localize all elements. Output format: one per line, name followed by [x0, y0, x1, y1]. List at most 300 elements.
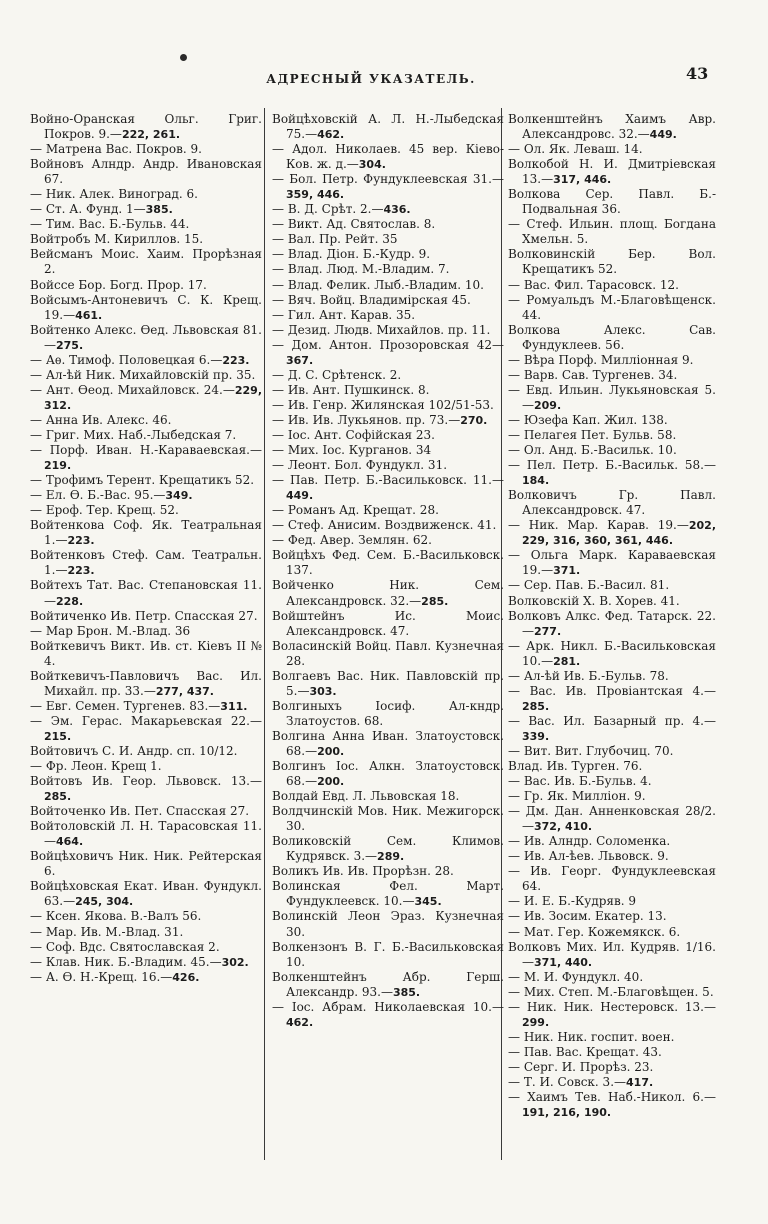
- entry-text: — Дм. Дан. Анненковская 28/2.—: [508, 804, 716, 834]
- entry-text: — Серг. И. Прорѣз. 23.: [508, 1059, 654, 1074]
- entry-text: — Вяч. Войц. Владимірская 45.: [272, 292, 471, 307]
- directory-entry: [272, 247, 504, 262]
- directory-entry: [508, 1045, 716, 1060]
- directory-entry: [30, 759, 262, 774]
- ink-dot: [180, 54, 187, 61]
- directory-entry: [508, 714, 716, 744]
- directory-entry: [30, 488, 262, 503]
- entry-text: Войсымъ-Антоневичъ С. К. Крещ. 19.—: [30, 292, 262, 322]
- entry-text: — Вит. Вит. Глубочиц. 70.: [508, 743, 674, 758]
- directory-entry: [272, 879, 504, 909]
- entry-text: Волгаевъ Вас. Ник. Павловскій пр. 5.—: [272, 668, 504, 698]
- entry-text: Войтробъ М. Кириллов. 15.: [30, 232, 204, 247]
- directory-entry: [508, 413, 716, 428]
- directory-entry: [30, 849, 262, 879]
- entry-numbers: 317, 446.: [553, 173, 612, 187]
- entry-numbers: 464.: [56, 835, 84, 849]
- directory-entry: [508, 849, 716, 864]
- entry-text: — Ив. Зосим. Екатер. 13.: [508, 909, 667, 924]
- entry-text: Войссе Бор. Богд. Прор. 17.: [30, 277, 207, 292]
- entry-text: — Тим. Вас. Б.-Бульв. 44.: [30, 217, 190, 232]
- directory-entry: [272, 172, 504, 202]
- directory-entry: [30, 368, 262, 383]
- directory-entry: [508, 518, 716, 548]
- entry-numbers: 449.: [649, 128, 677, 142]
- directory-entry: [30, 909, 262, 924]
- directory-entry: [272, 578, 504, 608]
- column-2: [272, 112, 504, 1162]
- entry-text: — Пав. Вас. Крещат. 43.: [508, 1044, 662, 1059]
- entry-text: — Мар Брон. М.-Влад. 36: [30, 623, 191, 638]
- entry-text: — Пел. Петр. Б.-Васильк. 58.—: [508, 458, 716, 473]
- directory-entry: [508, 353, 716, 368]
- directory-entry: [508, 157, 716, 187]
- directory-entry: [508, 985, 716, 1000]
- entry-text: Волгинъ Іос. Алкн. Златоустовск. 68.—: [272, 759, 504, 789]
- entry-text: — Гр. Як. Милліон. 9.: [508, 789, 646, 804]
- directory-entry: [272, 338, 504, 368]
- directory-entry: [30, 202, 262, 217]
- entry-text: — Ив. Георг. Фундуклеевская 64.: [508, 864, 716, 894]
- column-3: [508, 112, 716, 1162]
- entry-text: Войно-Оранская Ольг. Григ. Покров. 9.—: [30, 112, 262, 142]
- directory-entry: [30, 624, 262, 639]
- entry-text: Войновъ Алндр. Андр. Ивановская 67.: [30, 157, 262, 187]
- entry-numbers: 339.: [522, 729, 550, 743]
- directory-entry: [30, 744, 262, 759]
- entry-text: — Фр. Леон. Крещ 1.: [30, 759, 162, 774]
- entry-text: Воласинскій Войц. Павл. Кузнечная 28.: [272, 638, 504, 668]
- directory-entry: [272, 368, 504, 383]
- entry-text: Войтоловскій Л. Н. Тарасовская 11.—: [30, 819, 262, 849]
- entry-text: Волкенштейнъ Абр. Герш. Александр. 93.—: [272, 969, 504, 999]
- entry-text: Волгина Анна Иван. Златоустовск. 68.—: [272, 728, 504, 758]
- entry-text: — Вас. Ил. Базарный пр. 4.—: [508, 713, 716, 728]
- directory-entry: [272, 413, 504, 428]
- entry-text: — Влад. Діон. Б.-Кудр. 9.: [272, 247, 431, 262]
- directory-entry: [508, 759, 716, 774]
- entry-text: — Ромуальдъ М.-Благовѣщенск. 44.: [508, 292, 716, 322]
- entry-numbers: 223.: [67, 564, 95, 578]
- directory-entry: [508, 925, 716, 940]
- directory-entry: [508, 443, 716, 458]
- directory-entry: [30, 142, 262, 157]
- directory-entry: [508, 368, 716, 383]
- entry-numbers: 311.: [220, 699, 248, 713]
- directory-entry: [30, 293, 262, 323]
- entry-text: — Эм. Герас. Макарьевская 22.—: [30, 713, 262, 728]
- directory-entry: [30, 217, 262, 232]
- directory-entry: [508, 639, 716, 669]
- directory-entry: [272, 669, 504, 699]
- directory-entry: [30, 353, 262, 368]
- directory-entry: [508, 323, 716, 353]
- directory-entry: [30, 804, 262, 819]
- directory-entry: [508, 293, 716, 323]
- directory-entry: [508, 488, 716, 518]
- entry-numbers: 371.: [553, 564, 581, 578]
- entry-text: Войцѣховскій А. Л. Н.-Лыбедская 75.—: [272, 112, 504, 142]
- entry-numbers: 385.: [392, 985, 421, 999]
- entry-numbers: 200.: [317, 744, 345, 758]
- entry-numbers: 223.: [222, 353, 250, 367]
- directory-entry: [30, 879, 262, 909]
- directory-entry: [508, 804, 716, 834]
- directory-entry: [30, 247, 262, 277]
- entry-text: — Ник. Алек. Виноград. 6.: [30, 187, 198, 202]
- directory-entry: [508, 217, 716, 247]
- entry-text: Волгиныхъ Іосиф. Ал-кндр. Златоустов. 68.: [272, 698, 504, 728]
- directory-entry: [508, 1060, 716, 1075]
- entry-numbers: 461.: [75, 308, 103, 322]
- directory-entry: [30, 548, 262, 578]
- entry-text: Войченко Ник. Сем. Александровск. 32.—: [272, 578, 504, 608]
- entry-text: — Адол. Николаев. 45 вер. Кіево-Ков. ж. д.—: [272, 142, 504, 172]
- entry-text: — Вас. Фил. Тарасовск. 12.: [508, 277, 679, 292]
- entry-text: Войткевичъ Викт. Ив. ст. Кіевъ II № 4.: [30, 638, 262, 668]
- entry-text: — Ероф. Тер. Крещ. 52.: [30, 503, 179, 518]
- entry-text: — Гил. Ант. Карав. 35.: [272, 307, 416, 322]
- directory-entry: [508, 864, 716, 894]
- entry-text: — Трофимъ Терент. Крещатикъ 52.: [30, 473, 255, 488]
- directory-entry: [272, 293, 504, 308]
- entry-text: — Стеф. Анисим. Воздвиженск. 41.: [272, 518, 497, 533]
- column-1: [30, 112, 262, 1162]
- entry-numbers: 385.: [145, 203, 173, 217]
- directory-entry: [272, 217, 504, 232]
- entry-text: Волкензонъ В. Г. Б.-Васильковская 10.: [272, 939, 504, 969]
- entry-text: — Ол. Як. Леваш. 14.: [508, 142, 643, 157]
- entry-text: — Стеф. Ильин. площ. Богдана Хмельн. 5.: [508, 217, 716, 247]
- entry-numbers: 275.: [56, 338, 84, 352]
- directory-entry: [30, 518, 262, 548]
- directory-entry: [30, 413, 262, 428]
- entry-numbers: 228.: [56, 594, 84, 608]
- entry-text: — Соф. Вдс. Святославская 2.: [30, 939, 220, 954]
- entry-text: Волинскій Леон Эраз. Кузнечная 30.: [272, 909, 504, 939]
- directory-entry: [272, 278, 504, 293]
- entry-text: Войтенкова Соф. Як. Театральная 1.—: [30, 518, 262, 548]
- entry-text: — Влад. Люд. М.-Владим. 7.: [272, 262, 450, 277]
- entry-numbers: 359, 446.: [286, 188, 345, 202]
- entry-text: Волкова Алекс. Сав. Фундуклеев. 56.: [508, 322, 716, 352]
- directory-entry: [272, 804, 504, 834]
- entry-numbers: 303.: [309, 684, 337, 698]
- directory-entry: [508, 789, 716, 804]
- entry-numbers: 349.: [165, 489, 193, 503]
- entry-numbers: 215.: [44, 729, 72, 743]
- directory-entry: [272, 383, 504, 398]
- entry-numbers: 371, 440.: [534, 955, 593, 969]
- entry-numbers: 270.: [460, 413, 488, 427]
- entry-text: Войштейнъ Ис. Моис. Александровск. 47.: [272, 608, 504, 638]
- entry-text: Войточенко Ив. Пет. Спасская 27.: [30, 804, 250, 819]
- entry-text: — Ал-ѣй Ив. Б.-Бульв. 78.: [508, 668, 669, 683]
- directory-entry: [30, 112, 262, 142]
- directory-entry: [508, 383, 716, 413]
- directory-entry: [508, 578, 716, 593]
- directory-entry: [508, 744, 716, 759]
- entry-text: — Варв. Сав. Тургенев. 34.: [508, 367, 678, 382]
- directory-entry: [508, 278, 716, 293]
- entry-numbers: 462.: [286, 1015, 314, 1029]
- entry-text: — Григ. Мих. Наб.-Лыбедская 7.: [30, 427, 237, 442]
- entry-text: — Пелагея Пет. Бульв. 58.: [508, 427, 677, 442]
- directory-entry: [272, 834, 504, 864]
- directory-entry: [272, 232, 504, 247]
- entry-text: — Романъ Ад. Крещат. 28.: [272, 503, 439, 518]
- entry-text: — Ив. Ал-ѣев. Львовск. 9.: [508, 849, 669, 864]
- entry-text: Вейсманъ Моис. Хаим. Прорѣзная 2.: [30, 247, 262, 277]
- entry-numbers: 417.: [626, 1076, 654, 1089]
- directory-entry: [508, 112, 716, 142]
- directory-entry: [30, 578, 262, 608]
- entry-text: Волковичъ Гр. Павл. Александровск. 47.: [508, 488, 716, 518]
- entry-text: Войтовичъ С. И. Андр. сп. 10/12.: [30, 743, 238, 758]
- entry-text: — Бол. Петр. Фундуклеевская 31.—: [272, 172, 504, 187]
- entry-text: Волковъ Алкс. Фед. Татарск. 22.—: [508, 608, 716, 638]
- directory-entry: [272, 864, 504, 879]
- directory-entry: [508, 970, 716, 985]
- directory-entry: [272, 548, 504, 578]
- directory-entry: [272, 639, 504, 669]
- directory-entry: [272, 729, 504, 759]
- directory-entry: [30, 819, 262, 849]
- directory-entry: [30, 187, 262, 202]
- entry-text: Войтиченко Ив. Петр. Спасская 27.: [30, 608, 258, 623]
- entry-text: — А. Ѳ. Н.-Крещ. 16.—: [30, 969, 173, 984]
- directory-entry: [272, 262, 504, 277]
- directory-entry: [30, 699, 262, 714]
- directory-entry: [508, 1000, 716, 1030]
- entry-text: — Ив. Генр. Жилянская 102/51-53.: [272, 397, 494, 412]
- entry-text: — Іос. Абрам. Николаевская 10.—: [272, 999, 504, 1014]
- directory-entry: [508, 940, 716, 970]
- entry-text: — Вал. Пр. Рейт. 35: [272, 232, 398, 247]
- entry-numbers: 223.: [67, 534, 95, 548]
- entry-text: — Фед. Авер. Землян. 62.: [272, 533, 432, 548]
- directory-entry: [508, 1075, 716, 1090]
- entry-text: — Вас. Ив. Б.-Бульв. 4.: [508, 774, 652, 789]
- entry-text: — Ник. Ник. госпит. воен.: [508, 1029, 675, 1044]
- entry-text: Волковъ Мих. Ил. Кудряв. 1/16.—: [508, 939, 716, 969]
- directory-entry: [508, 1090, 716, 1120]
- directory-entry: [30, 925, 262, 940]
- entry-text: — Вѣра Порф. Милліонная 9.: [508, 352, 694, 367]
- directory-entry: [508, 247, 716, 277]
- directory-entry: [272, 518, 504, 533]
- directory-entry: [508, 187, 716, 217]
- entry-text: — Клав. Ник. Б.-Владим. 45.—: [30, 954, 222, 969]
- entry-text: — Ант. Ѳеод. Михайловск. 24.—: [30, 382, 235, 397]
- entry-text: — Вас. Ив. Провіантская 4.—: [508, 683, 716, 698]
- entry-text: — Іос. Ант. Софійская 23.: [272, 427, 435, 442]
- entry-numbers: 285.: [421, 594, 449, 608]
- entry-text: — Хаимъ Тев. Наб.-Никол. 6.—: [508, 1090, 716, 1105]
- directory-entry: [508, 909, 716, 924]
- entry-text: Войцѣховичъ Ник. Ник. Рейтерская 6.: [30, 849, 262, 879]
- entry-text: Войцѣхъ Фед. Сем. Б.-Васильковск. 137.: [272, 548, 504, 578]
- entry-numbers: 285.: [522, 699, 550, 713]
- entry-text: — Мих. Степ. М.-Благовѣщен. 5.: [508, 984, 714, 999]
- entry-text: Волковскій Х. В. Хорев. 41.: [508, 593, 680, 608]
- entry-numbers: 304.: [358, 158, 386, 172]
- directory-entry: [30, 609, 262, 624]
- entry-text: — Евг. Семен. Тургенев. 83.—: [30, 698, 221, 713]
- directory-entry: [508, 428, 716, 443]
- entry-text: — М. И. Фундукл. 40.: [508, 969, 644, 984]
- entry-text: Войтенко Алекс. Ѳед. Львовская 81.—: [30, 322, 262, 352]
- entry-numbers: 184.: [522, 474, 550, 488]
- entry-text: — Ив. Ив. Лукьянов. пр. 73.—: [272, 412, 461, 427]
- entry-text: Войцѣховская Екат. Иван. Фундукл. 63.—: [30, 879, 262, 909]
- entry-numbers: 219.: [44, 459, 72, 473]
- directory-entry: [508, 894, 716, 909]
- directory-entry: [272, 308, 504, 323]
- directory-entry: [508, 609, 716, 639]
- entry-text: Волковинскій Бер. Вол. Крещатикъ 52.: [508, 247, 716, 277]
- directory-entry: [30, 473, 262, 488]
- entry-text: — Ольга Марк. Караваевская 19.—: [508, 548, 716, 578]
- entry-text: — Дезид. Людв. Михайлов. пр. 11.: [272, 322, 491, 337]
- directory-entry: [272, 458, 504, 473]
- entry-text: — Викт. Ад. Святослав. 8.: [272, 217, 436, 232]
- directory-entry: [272, 398, 504, 413]
- entry-text: — Мар. Ив. М.-Влад. 31.: [30, 924, 184, 939]
- entry-numbers: 209.: [534, 398, 562, 412]
- entry-numbers: 285.: [44, 790, 72, 804]
- directory-entry: [30, 639, 262, 669]
- entry-text: Волдчинскій Мов. Ник. Межигорск. 30.: [272, 804, 504, 834]
- entry-numbers: 299.: [522, 1015, 550, 1029]
- entry-text: — Мат. Гер. Кожемякск. 6.: [508, 924, 681, 939]
- directory-entry: [508, 142, 716, 157]
- entry-text: — Ал-ѣй Ник. Михайловскій пр. 35.: [30, 367, 256, 382]
- directory-entry: [272, 609, 504, 639]
- entry-text: — Порф. Иван. Н.-Караваевская.—: [30, 443, 262, 458]
- directory-entry: [508, 594, 716, 609]
- directory-entry: [272, 909, 504, 939]
- entry-numbers: 277, 437.: [155, 684, 214, 698]
- entry-text: Волинская Фел. Март. Фундуклеевск. 10.—: [272, 879, 504, 909]
- entry-text: — Сер. Пав. Б.-Васил. 81.: [508, 578, 670, 593]
- entry-numbers: 200.: [317, 775, 345, 789]
- directory-entry: [30, 940, 262, 955]
- directory-entry: [508, 774, 716, 789]
- entry-text: — Юзефа Кап. Жил. 138.: [508, 412, 668, 427]
- entry-text: — Мих. Іос. Курганов. 34: [272, 443, 432, 458]
- entry-numbers: 289.: [377, 850, 405, 864]
- entry-text: Войтовъ Ив. Геор. Львовск. 13.—: [30, 774, 262, 789]
- entry-text: — Анна Ив. Алекс. 46.: [30, 412, 172, 427]
- entry-numbers: 426.: [172, 970, 200, 984]
- entry-text: — И. Е. Б.-Кудряв. 9: [508, 894, 636, 909]
- entry-text: — Т. И. Совск. 3.—: [508, 1075, 627, 1089]
- entry-numbers: 436.: [383, 203, 411, 217]
- directory-entry: [272, 699, 504, 729]
- entry-text: Волдай Евд. Л. Львовская 18.: [272, 789, 460, 804]
- directory-entry: [508, 669, 716, 684]
- entry-text: — Евд. Ильин. Лукьяновская 5.—: [508, 382, 716, 412]
- directory-entry: [272, 323, 504, 338]
- page-number: 43: [686, 64, 709, 83]
- column-rule: [264, 108, 265, 1160]
- directory-entry: [508, 548, 716, 578]
- entry-numbers: 222, 261.: [121, 128, 181, 142]
- directory-entry: [30, 970, 262, 985]
- directory-entry: [30, 232, 262, 247]
- directory-entry: [272, 759, 504, 789]
- entry-text: Влад. Ив. Турген. 76.: [508, 759, 643, 774]
- entry-numbers: 277.: [534, 624, 562, 638]
- directory-entry: [30, 669, 262, 699]
- entry-numbers: 462.: [317, 128, 345, 142]
- entry-text: — Д. С. Срѣтенск. 2.: [272, 367, 402, 382]
- entry-text: — Ксен. Якова. В.-Валъ 56.: [30, 909, 202, 924]
- directory-entry: [508, 1030, 716, 1045]
- entry-numbers: 449.: [286, 489, 314, 503]
- directory-entry: [30, 774, 262, 804]
- entry-text: Войткевичъ-Павловичъ Вас. Ил. Михайл. пр. 33.—: [30, 668, 262, 698]
- entry-text: Войтенковъ Стеф. Сам. Театральн. 1.—: [30, 548, 262, 578]
- directory-entry: [272, 473, 504, 503]
- directory-entry: [272, 789, 504, 804]
- entry-text: — Ив. Ант. Пушкинск. 8.: [272, 382, 430, 397]
- entry-text: — Ник. Мар. Карав. 19.—: [508, 518, 689, 533]
- directory-entry: [272, 142, 504, 172]
- directory-entry: [30, 157, 262, 187]
- directory-entry: [272, 940, 504, 970]
- directory-entry: [508, 458, 716, 488]
- entry-numbers: 191, 216, 190.: [522, 1106, 612, 1120]
- directory-entry: [508, 684, 716, 714]
- directory-entry: [272, 970, 504, 1000]
- page-header: АДРЕСНЫЙ УКАЗАТЕЛЬ.: [266, 72, 476, 86]
- entry-text: Войтехъ Тат. Вас. Степановская 11.—: [30, 578, 262, 608]
- entry-numbers: 345.: [414, 895, 442, 909]
- entry-text: — Аѳ. Тимоф. Половецкая 6.—: [30, 352, 223, 367]
- entry-text: — Ст. А. Фунд. 1—: [30, 202, 146, 217]
- directory-entry: [272, 428, 504, 443]
- entry-text: Волкова Сер. Павл. Б.-Подвальная 36.: [508, 187, 716, 217]
- entry-numbers: 281.: [553, 654, 581, 668]
- directory-entry: [272, 443, 504, 458]
- entry-text: Воликъ Ив. Ив. Прорѣзн. 28.: [272, 864, 454, 879]
- entry-numbers: 245, 304.: [75, 895, 134, 909]
- directory-entry: [508, 834, 716, 849]
- entry-text: — Пав. Петр. Б.-Васильковск. 11.—: [272, 473, 504, 488]
- entry-text: — Дом. Антон. Прозоровская 42—: [272, 337, 504, 352]
- entry-text: Воликовскій Сем. Климов. Кудрявск. 3.—: [272, 834, 504, 864]
- entry-numbers: 367.: [286, 353, 314, 367]
- entry-text: — Ив. Алндр. Соломенка.: [508, 834, 671, 849]
- directory-entry: [30, 428, 262, 443]
- entry-numbers: 372, 410.: [534, 820, 593, 834]
- directory-entry: [272, 533, 504, 548]
- directory-entry: [30, 503, 262, 518]
- entry-text: — Арк. Никл. Б.-Васильковская 10.—: [508, 638, 716, 668]
- entry-numbers: 302.: [221, 955, 249, 969]
- entry-text: — Ел. Ѳ. Б.-Вас. 95.—: [30, 488, 166, 503]
- entry-text: Волкобой Н. И. Дмитріевская 13.—: [508, 157, 716, 187]
- entry-text: — Леонт. Бол. Фундукл. 31.: [272, 458, 448, 473]
- entry-text: Волкенштейнъ Хаимъ Авр. Александровс. 32.—: [508, 112, 716, 142]
- directory-entry: [30, 323, 262, 353]
- directory-entry: [30, 278, 262, 293]
- directory-entry: [30, 383, 262, 413]
- entry-text: — В. Д. Срѣт. 2.—: [272, 202, 384, 217]
- directory-entry: [272, 202, 504, 217]
